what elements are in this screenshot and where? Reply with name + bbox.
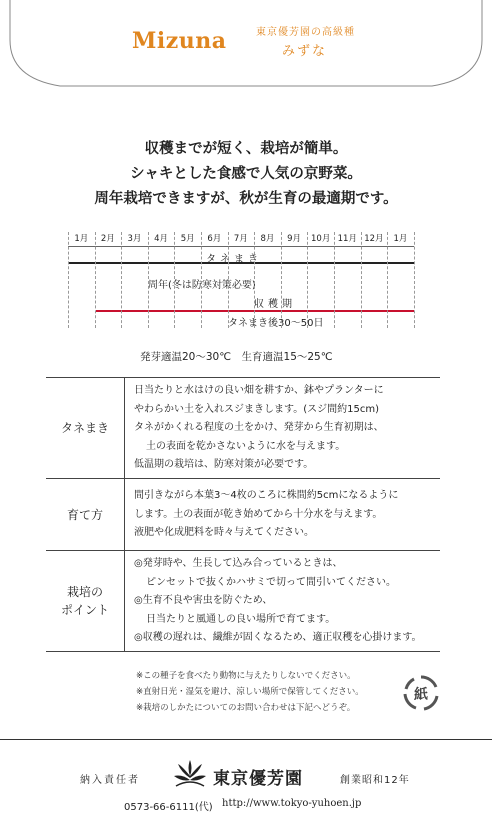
row-body-points	[134, 555, 434, 648]
product-kana-name: みずな	[282, 44, 328, 59]
sowing-line: 日当たりと水はけの良い畑を耕すか、鉢やプランターに	[134, 385, 384, 396]
calendar-month-label: 6月	[207, 234, 222, 244]
calendar-month-label: 12月	[364, 234, 384, 244]
points-line: ピンセットで抜くかハサミで切って間引いてください。	[146, 576, 396, 588]
points-line: 日当たりと風通しの良い場所で育てます。	[146, 613, 336, 625]
calendar-header-line	[68, 246, 414, 247]
company-name: 東京優芳園	[213, 769, 303, 789]
harvest-note: タネまき後30〜50日	[228, 318, 324, 329]
row-sowing	[46, 378, 440, 479]
points-line: ◎発芽時や、生長して込み合っているときは、	[134, 558, 343, 569]
growing-line: 液肥や化成肥料を時々与えてください。	[134, 527, 314, 538]
sowing-line: 低温期の栽培は、防寒対策が必要です。	[134, 459, 314, 470]
calendar-month-label: 10月	[311, 234, 331, 244]
calendar-month-separator	[334, 232, 335, 328]
calendar-month-separator	[95, 232, 96, 328]
row-body-sowing	[134, 382, 434, 475]
intro-line-1: 収穫までが短く、栽培が簡単。	[144, 141, 348, 157]
company-logo-icon	[172, 758, 208, 790]
sowing-note: 周年(冬は防寒対策必要)	[148, 280, 256, 291]
points-line: ◎生育不良や害虫を防ぐため、	[134, 595, 273, 606]
sowing-line: やわらかい土を入れスジまきします。(スジ間約15cm)	[134, 403, 379, 415]
calendar-month-separator	[281, 232, 282, 328]
growing-line: します。土の表面が乾き始めてから十分水を与えます。	[134, 508, 383, 520]
calendar-month-separator	[387, 232, 388, 328]
calendar-month-separator	[68, 232, 69, 328]
row-body-growing	[134, 487, 434, 543]
calendar-month-label: 9月	[287, 234, 302, 244]
calendar-month-label: 7月	[233, 234, 248, 244]
responsible-label: 納入責任者	[80, 775, 140, 786]
sowing-line: タネがかくれる程度の土をかけ、発芽から生育初期は、	[134, 422, 384, 433]
intro-line-3: 周年栽培できますが、秋が生育の最適期です。	[94, 191, 398, 207]
calendar-month-separator	[121, 232, 122, 328]
row-growing	[46, 479, 440, 551]
harvest-label: 収穫期	[254, 299, 296, 310]
calendar-month-label: 11月	[337, 234, 357, 244]
sowing-label: タネまき	[206, 254, 262, 265]
calendar-month-label: 5月	[180, 234, 195, 244]
calendar-month-label: 8月	[260, 234, 275, 244]
calendar-month-separator	[414, 232, 415, 328]
calendar-month-label: 1月	[74, 234, 89, 244]
row-head-growing: 育て方	[66, 507, 103, 522]
note-line: ※この種子を食べたり動物に与えたりしないでください。	[136, 671, 356, 681]
founded-text: 創業昭和12年	[340, 775, 410, 786]
calendar-month-label: 1月	[393, 234, 408, 244]
sowing-line: 土の表面を乾かさないように水を与えます。	[146, 440, 346, 452]
envelope-flap-outline	[0, 0, 492, 110]
calendar-month-separator	[201, 232, 202, 328]
calendar-month-label: 3月	[127, 234, 142, 244]
product-subtitle: 東京優芳園の高級種	[256, 27, 355, 38]
row-head-points-line1: 栽培の	[66, 585, 103, 599]
calendar-month-separator	[307, 232, 308, 328]
phone-number: 0573-66-6111(代)	[124, 802, 213, 813]
intro-line-2: シャキとした食感で人気の京野菜。	[130, 166, 362, 182]
recycle-mark-text: 紙	[414, 687, 428, 703]
calendar-month-separator	[254, 232, 255, 328]
growing-line: 間引きながら本葉3〜4枚のころに株間約5cmになるように	[134, 490, 399, 501]
note-line: ※栽培のしかたについてのお問い合わせは下記へどうぞ。	[136, 703, 356, 713]
paper-recycle-icon	[402, 674, 440, 712]
cultivation-calendar	[68, 232, 414, 328]
calendar-month-separator	[148, 232, 149, 328]
calendar-month-label: 2月	[100, 234, 115, 244]
temperature-info: 発芽適温20〜30℃ 生育適温15〜25℃	[140, 351, 333, 363]
calendar-month-separator	[361, 232, 362, 328]
points-line: ◎収穫の遅れは、繊維が固くなるため、適正収穫を心掛けます。	[134, 632, 422, 643]
website-url: http://www.tokyo-yuhoen.jp	[222, 798, 362, 809]
product-title: Mizuna	[132, 28, 227, 54]
instruction-table	[46, 377, 440, 643]
row-points	[46, 551, 440, 652]
row-head-points	[46, 551, 124, 651]
note-line: ※直射日光・湿気を避け、涼しい場所で保管してください。	[136, 687, 364, 697]
calendar-month-separator	[174, 232, 175, 328]
row-head-points-line2: ポイント	[60, 603, 109, 617]
footer-divider	[0, 739, 492, 740]
row-head-sowing: タネまき	[60, 421, 109, 435]
calendar-month-label: 4月	[154, 234, 169, 244]
calendar-month-separator	[228, 232, 229, 328]
caution-notes	[136, 668, 364, 716]
